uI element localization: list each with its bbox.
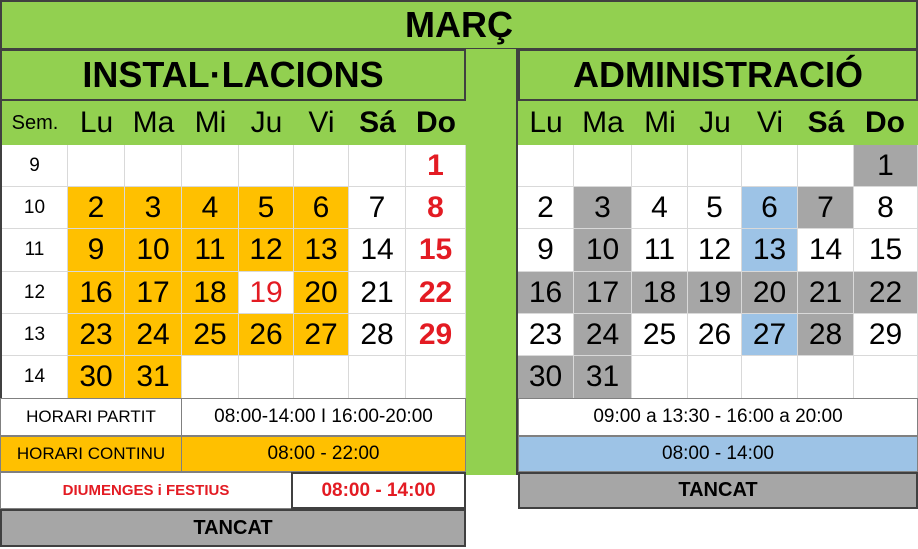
installations-day-cell [239, 145, 294, 187]
administration-day-cell: 17 [574, 272, 632, 314]
administration-day-cell: 20 [742, 272, 798, 314]
administration-day-cell [688, 356, 742, 399]
installations-day-cell: 30 [68, 356, 125, 399]
installations-tancat: TANCAT [0, 509, 466, 547]
installations-day-cell: 12 [239, 229, 294, 272]
day-header-lu: Lu [79, 106, 114, 139]
week-number: 11 [2, 229, 68, 272]
installations-day-cell: 19 [239, 272, 294, 314]
installations-day-cell: 24 [125, 314, 182, 356]
day-header-ju: Ju [250, 106, 283, 139]
administration-day-cell [798, 145, 854, 187]
day-header-mi: Mi [194, 106, 227, 139]
admin-day-header-ma: Ma [582, 106, 624, 139]
installations-day-cell: 6 [294, 187, 349, 229]
festius-label: DIUMENGES i FESTIUS [0, 472, 292, 509]
installations-day-cell: 3 [125, 187, 182, 229]
administration-day-cell: 6 [742, 187, 798, 229]
week-number: 12 [2, 272, 68, 314]
administration-day-cell: 27 [742, 314, 798, 356]
administration-day-cell [688, 145, 742, 187]
week-number: 13 [2, 314, 68, 356]
installations-day-cell [406, 356, 466, 399]
day-header-vi: Vi [308, 106, 335, 139]
administration-day-cell: 7 [798, 187, 854, 229]
week-number: 9 [2, 145, 68, 187]
installations-calendar-grid [0, 145, 466, 399]
week-number: 10 [2, 187, 68, 229]
installations-day-cell: 22 [406, 272, 466, 314]
installations-day-cell [294, 356, 349, 399]
administration-day-cell: 12 [688, 229, 742, 272]
admin-day-header-lu: Lu [529, 106, 563, 139]
installations-day-cell: 18 [182, 272, 239, 314]
week-number: 14 [2, 356, 68, 399]
installations-day-cell: 8 [406, 187, 466, 229]
installations-day-header [0, 101, 466, 145]
administration-day-cell: 3 [574, 187, 632, 229]
administration-day-cell: 1 [854, 145, 918, 187]
installations-day-cell: 10 [125, 229, 182, 272]
installations-day-cell [349, 356, 406, 399]
installations-day-cell [239, 356, 294, 399]
installations-day-cell: 26 [239, 314, 294, 356]
horari-continu-value: 08:00 - 22:00 [181, 436, 466, 472]
admin-horari-value: 09:00 a 13:30 - 16:00 a 20:00 [518, 398, 918, 436]
week-header: Sem. [11, 111, 59, 134]
installations-day-cell: 1 [406, 145, 466, 187]
administration-day-cell [574, 145, 632, 187]
installations-day-cell: 4 [182, 187, 239, 229]
administration-day-cell: 9 [518, 229, 574, 272]
installations-day-cell [294, 145, 349, 187]
administration-day-cell: 29 [854, 314, 918, 356]
installations-day-cell [68, 145, 125, 187]
day-header-do: Do [416, 106, 456, 139]
administration-day-cell: 11 [632, 229, 688, 272]
administration-day-cell: 18 [632, 272, 688, 314]
administration-day-cell [518, 145, 574, 187]
administration-day-cell [798, 356, 854, 399]
administration-day-cell: 23 [518, 314, 574, 356]
admin-reduced-value: 08:00 - 14:00 [518, 436, 918, 472]
administration-day-cell: 21 [798, 272, 854, 314]
admin-tancat: TANCAT [518, 472, 918, 509]
installations-day-cell: 28 [349, 314, 406, 356]
installations-day-cell: 7 [349, 187, 406, 229]
administration-title: ADMINISTRACIÓ [518, 49, 918, 101]
installations-day-cell [182, 356, 239, 399]
installations-day-cell: 25 [182, 314, 239, 356]
administration-day-cell: 24 [574, 314, 632, 356]
installations-day-cell [125, 145, 182, 187]
horari-partit-label: HORARI PARTIT [0, 398, 182, 436]
administration-day-cell: 15 [854, 229, 918, 272]
administration-day-cell [632, 356, 688, 399]
administration-day-cell: 25 [632, 314, 688, 356]
administration-day-cell: 5 [688, 187, 742, 229]
installations-day-cell: 14 [349, 229, 406, 272]
installations-day-cell: 5 [239, 187, 294, 229]
festius-value: 08:00 - 14:00 [291, 472, 466, 509]
administration-day-cell: 31 [574, 356, 632, 399]
installations-day-cell: 11 [182, 229, 239, 272]
installations-day-cell: 9 [68, 229, 125, 272]
administration-day-cell: 22 [854, 272, 918, 314]
horari-continu-label: HORARI CONTINU [0, 436, 182, 472]
administration-day-cell: 2 [518, 187, 574, 229]
administration-day-cell [742, 145, 798, 187]
administration-day-cell: 30 [518, 356, 574, 399]
horari-partit-value: 08:00-14:00 I 16:00-20:00 [181, 398, 466, 436]
administration-day-cell: 14 [798, 229, 854, 272]
admin-day-header-mi: Mi [644, 106, 676, 139]
day-header-sa: Sá [359, 106, 396, 139]
installations-day-cell: 2 [68, 187, 125, 229]
admin-day-header-vi: Vi [756, 106, 784, 139]
installations-day-cell: 20 [294, 272, 349, 314]
administration-day-cell: 4 [632, 187, 688, 229]
installations-day-cell: 21 [349, 272, 406, 314]
administration-day-cell: 10 [574, 229, 632, 272]
administration-day-cell: 19 [688, 272, 742, 314]
admin-day-header-ju: Ju [699, 106, 731, 139]
administration-calendar-grid [518, 145, 918, 399]
installations-day-cell: 27 [294, 314, 349, 356]
installations-day-cell: 17 [125, 272, 182, 314]
separator-column [466, 49, 518, 475]
administration-day-cell: 13 [742, 229, 798, 272]
installations-title: INSTAL·LACIONS [0, 49, 466, 101]
installations-day-cell: 23 [68, 314, 125, 356]
installations-day-cell: 13 [294, 229, 349, 272]
installations-day-cell: 29 [406, 314, 466, 356]
admin-day-header-do: Do [865, 106, 905, 139]
installations-day-cell: 16 [68, 272, 125, 314]
installations-day-cell [349, 145, 406, 187]
administration-day-cell: 26 [688, 314, 742, 356]
installations-day-cell: 15 [406, 229, 466, 272]
day-header-ma: Ma [132, 106, 175, 139]
administration-day-cell: 8 [854, 187, 918, 229]
administration-day-cell: 28 [798, 314, 854, 356]
installations-day-cell: 31 [125, 356, 182, 399]
month-title: MARÇ [0, 0, 918, 50]
administration-day-cell [854, 356, 918, 399]
admin-day-header-sa: Sá [807, 106, 845, 139]
administration-day-cell [742, 356, 798, 399]
administration-day-header [518, 101, 918, 145]
administration-day-cell: 16 [518, 272, 574, 314]
installations-day-cell [182, 145, 239, 187]
administration-day-cell [632, 145, 688, 187]
